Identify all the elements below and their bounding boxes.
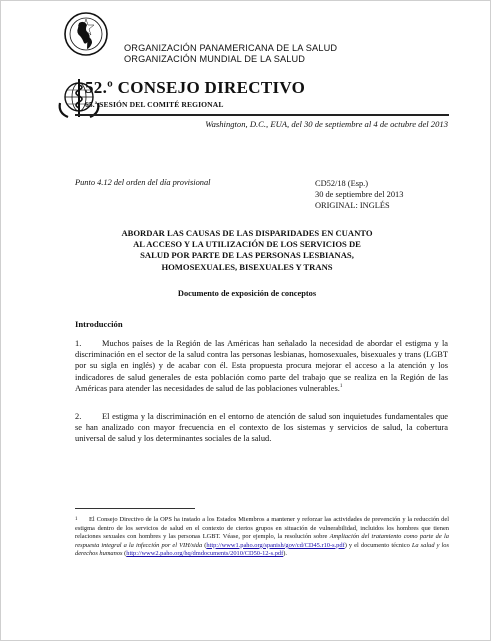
paragraph-number: 1. [75, 339, 82, 348]
paragraph-number: 2. [75, 412, 82, 421]
place-and-date: Washington, D.C., EUA, del 30 de septiembre al 4 de octubre del 2013 [205, 119, 448, 129]
document-info [315, 178, 403, 211]
organization-name-who: ORGANIZACIÓN MUNDIAL DE LA SALUD [124, 54, 306, 64]
footnote: 1 El Consejo Directivo de la OPS ha instado a los Estados Miembros a mantener y reforzar las actividades de prevención y la reducción del estigma dentro de los servicios de salud en el contexto de ciertos grupos en situación de vulnerabilidad, incluidos los hombres que tienen relaciones sexuales con hombres y las personas LGBT. Véase, por ejemplo, la resolución sobre Ampliación del tratamiento como parte de la respuesta integral a la infección por el VIH/sida (http://www1.paho.org/spanish/gov/cd/CD45.r10-s.pdf) y el documento técnico La salud y los derechos humanos (http://www2.paho.org/hq/dmdocuments/2010/CD50-12-s.pdf). [75, 516, 449, 558]
section-heading: Introducción [75, 319, 123, 329]
footnote-text-2: y el documento técnico [346, 541, 412, 549]
session-title: 65.ª SESIÓN DEL COMITÉ REGIONAL [85, 100, 224, 109]
title-line: ABORDAR LAS CAUSAS DE LAS DISPARIDADES EN CUANTO [121, 228, 373, 238]
organization-name-paho: ORGANIZACIÓN PANAMERICANA DE LA SALUD [124, 43, 338, 53]
document-number: CD52/18 (Esp.) [315, 179, 369, 188]
technical-document-title: La salud y los derechos humanos [75, 541, 449, 558]
paragraph-1 [75, 338, 448, 394]
document-date: 30 de septiembre del 2013 [315, 190, 404, 199]
paragraph-text: El estigma y la discriminación en el entorno de atención de salud son inquietudes fundamentales que se han analizado con mayor frecuencia en el contexto de los sistemas y servicios de salud, la cobertura universal de salud y los determinantes sociales de la salud. [75, 412, 448, 444]
header-rule [75, 114, 449, 116]
footnote-reference[interactable]: 1 [339, 384, 343, 390]
paragraph-2 [75, 411, 448, 445]
title-line: SALUD POR PARTE DE LAS PERSONAS LESBIANAS, [140, 250, 354, 261]
footnote-mark: 1 [75, 517, 78, 522]
paho-emblem-icon [63, 11, 109, 57]
resolution-title: Ampliación del tratamiento como parte de la respuesta integral a la infección por el VIH/sida [75, 533, 449, 549]
paragraph-text: Muchos países de la Región de las Américas han señalado la necesidad de abordar el estigma y la discriminación en el sector de la salud contra las personas lesbianas, homosexuales, bisexuales y trans (LGBT por su sigla en inglés) y de acabar con él. Esta propuesta procura mejorar el acceso a la atención y los indicadores de salud generales de esta población como parte del trabajo que se realiza en la Región de las Américas para atender las necesidades de salud de las poblaciones vulnerables. [75, 339, 448, 393]
title-line: HOMOSEXUALES, BISEXUALES Y TRANS [161, 261, 333, 272]
document-subtitle: Documento de exposición de conceptos [177, 289, 317, 298]
footnote-link-resolution[interactable]: http://www1.paho.org/spanish/gov/cd/CD45.r10-s.pdf [206, 541, 345, 549]
footnote-link-technical-document[interactable]: http://www2.paho.org/hq/dmdocuments/2010/CD50-12-s.pdf [126, 550, 284, 558]
document-title [101, 228, 393, 273]
council-title: 52.º CONSEJO DIRECTIVO [85, 78, 306, 97]
footnote-text: El Consejo Directivo de la OPS ha instado a los Estados Miembros a mantener y reforzar las actividades de prevención y la reducción del estigma dentro de los servicios de salud en el contexto de ciertos grupos en situación de vulnerabilidad, incluidos los hombres que tienen relaciones sexuales con hombres y las personas LGBT. Véase, por ejemplo, la resolución sobre [75, 516, 449, 541]
title-line: AL ACCESO Y LA UTILIZACIÓN DE LOS SERVICIOS DE [133, 239, 361, 250]
original-language: ORIGINAL: INGLÉS [315, 201, 390, 210]
agenda-item: Punto 4.12 del orden del día provisional [75, 178, 211, 187]
footnote-separator [75, 508, 195, 509]
